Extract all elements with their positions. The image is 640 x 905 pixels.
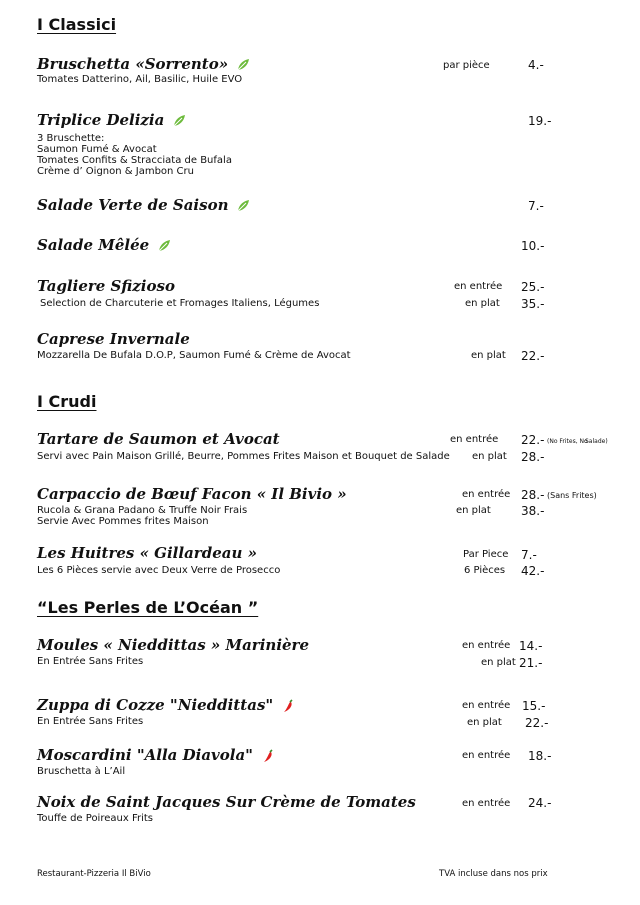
dish-desc-moscardini: Bruschetta à L’Ail xyxy=(37,766,126,777)
price-label-huitres-6: 6 Pièces xyxy=(464,565,506,576)
leaf-icon xyxy=(236,199,250,213)
chili-pepper-icon xyxy=(281,699,295,713)
price-label-moscardini: en entrée xyxy=(462,750,511,761)
price-label-tagliere-entree: en entrée xyxy=(454,281,503,292)
price-moules-entree: 14.- xyxy=(519,639,543,653)
leaf-icon xyxy=(172,114,186,128)
price-label-noix: en entrée xyxy=(462,798,511,809)
footer-restaurant-name: Restaurant-Pizzeria Il BiVio xyxy=(37,869,151,879)
price-salade-verte: 7.- xyxy=(528,199,544,213)
price-triplice: 19.- xyxy=(528,114,552,128)
dish-name-tartare: Tartare de Saumon et Avocat xyxy=(37,430,280,448)
price-label-zuppa-plat: en plat xyxy=(467,717,502,728)
chili-pepper-icon xyxy=(261,749,275,763)
price-zuppa-plat: 22.- xyxy=(525,716,549,730)
dish-name-caprese: Caprese Invernale xyxy=(37,330,190,348)
dish-name-tagliere: Tagliere Sfizioso xyxy=(37,277,175,295)
dish-desc-zuppa: En Entrée Sans Frites xyxy=(37,716,144,727)
price-caprese: 22.- xyxy=(521,349,545,363)
price-label-moules-plat: en plat xyxy=(481,657,516,668)
price-tartare-plat: 28.- xyxy=(521,450,545,464)
dish-name-zuppa: Zuppa di Cozze "Nieddittas" xyxy=(37,696,295,714)
price-label-huitres-piece: Par Piece xyxy=(463,549,509,560)
dish-desc-noix: Touffe de Poireaux Frits xyxy=(37,813,153,824)
price-huitres-piece: 7.- xyxy=(521,548,537,562)
price-huitres-6: 42.- xyxy=(521,564,545,578)
price-label-tartare-plat: en plat xyxy=(472,451,507,462)
price-salade-melee: 10.- xyxy=(521,239,545,253)
dish-desc-moules: En Entrée Sans Frites xyxy=(37,656,144,667)
price-moules-plat: 21.- xyxy=(519,656,543,670)
footer-tva-note: TVA incluse dans nos prix xyxy=(439,869,548,879)
price-tagliere-entree: 25.- xyxy=(521,280,545,294)
price-zuppa-entree: 15.- xyxy=(522,699,546,713)
price-label-carpaccio-entree: en entrée xyxy=(462,489,511,500)
leaf-icon xyxy=(236,58,250,72)
leaf-icon xyxy=(157,239,171,253)
section-title-classici: I Classici xyxy=(37,15,117,34)
note-carpaccio-sans-frites: (Sans Frites) xyxy=(547,491,597,500)
price-carpaccio-plat: 38.- xyxy=(521,504,545,518)
dish-desc-carpaccio: Rucola & Grana Padano & Truffe Noir Frais Servie Avec Pommes frites Maison xyxy=(37,505,248,527)
dish-desc-triplice: 3 Bruschette: Saumon Fumé & Avocat Tomates Confits & Stracciata de Bufala Crème d’ Oignon & Jambon Cru xyxy=(37,133,232,177)
price-label-bruschetta: par pièce xyxy=(443,60,490,71)
dish-desc-huitres: Les 6 Pièces servie avec Deux Verre de Prosecco xyxy=(37,565,281,576)
note-tartare-no-frites: (No Frites, No xyxy=(547,438,588,445)
price-bruschetta: 4.- xyxy=(528,58,544,72)
price-label-carpaccio-plat: en plat xyxy=(456,505,491,516)
dish-name-noix: Noix de Saint Jacques Sur Crème de Tomates xyxy=(37,793,416,811)
dish-name-salade-verte: Salade Verte de Saison xyxy=(37,196,250,214)
dish-desc-tagliere: Selection de Charcuterie et Fromages Italiens, Légumes xyxy=(40,298,320,309)
dish-name-salade-melee: Salade Mêlée xyxy=(37,236,171,254)
dish-name-moules: Moules « Nieddittas » Marinière xyxy=(37,636,310,654)
price-label-tagliere-plat: en plat xyxy=(465,298,500,309)
section-title-crudi: I Crudi xyxy=(37,392,97,411)
price-label-caprese: en plat xyxy=(471,350,506,361)
dish-name-moscardini: Moscardini "Alla Diavola" xyxy=(37,746,275,764)
price-moscardini: 18.- xyxy=(528,749,552,763)
dish-desc-tartare: Servi avec Pain Maison Grillé, Beurre, Pommes Frites Maison et Bouquet de Salade xyxy=(37,451,450,462)
price-tagliere-plat: 35.- xyxy=(521,297,545,311)
dish-desc-bruschetta: Tomates Datterino, Ail, Basilic, Huile EVO xyxy=(37,74,243,85)
price-label-zuppa-entree: en entrée xyxy=(462,700,511,711)
price-label-tartare-entree: en entrée xyxy=(450,434,499,445)
price-carpaccio-entree: 28.- xyxy=(521,488,545,502)
section-title-perles: “Les Perles de L’Océan ” xyxy=(37,598,259,617)
price-noix: 24.- xyxy=(528,796,552,810)
dish-name-carpaccio: Carpaccio de Bœuf Facon « Il Bivio » xyxy=(37,485,347,503)
price-tartare-entree: 22.- xyxy=(521,433,545,447)
note-tartare-salade: Salade) xyxy=(585,438,608,445)
dish-name-bruschetta: Bruschetta «Sorrento» xyxy=(37,55,250,73)
dish-name-huitres: Les Huitres « Gillardeau » xyxy=(37,544,257,562)
price-label-moules-entree: en entrée xyxy=(462,640,511,651)
dish-desc-caprese: Mozzarella De Bufala D.O.P, Saumon Fumé & Crème de Avocat xyxy=(37,350,351,361)
dish-name-triplice: Triplice Delizia xyxy=(37,111,186,129)
